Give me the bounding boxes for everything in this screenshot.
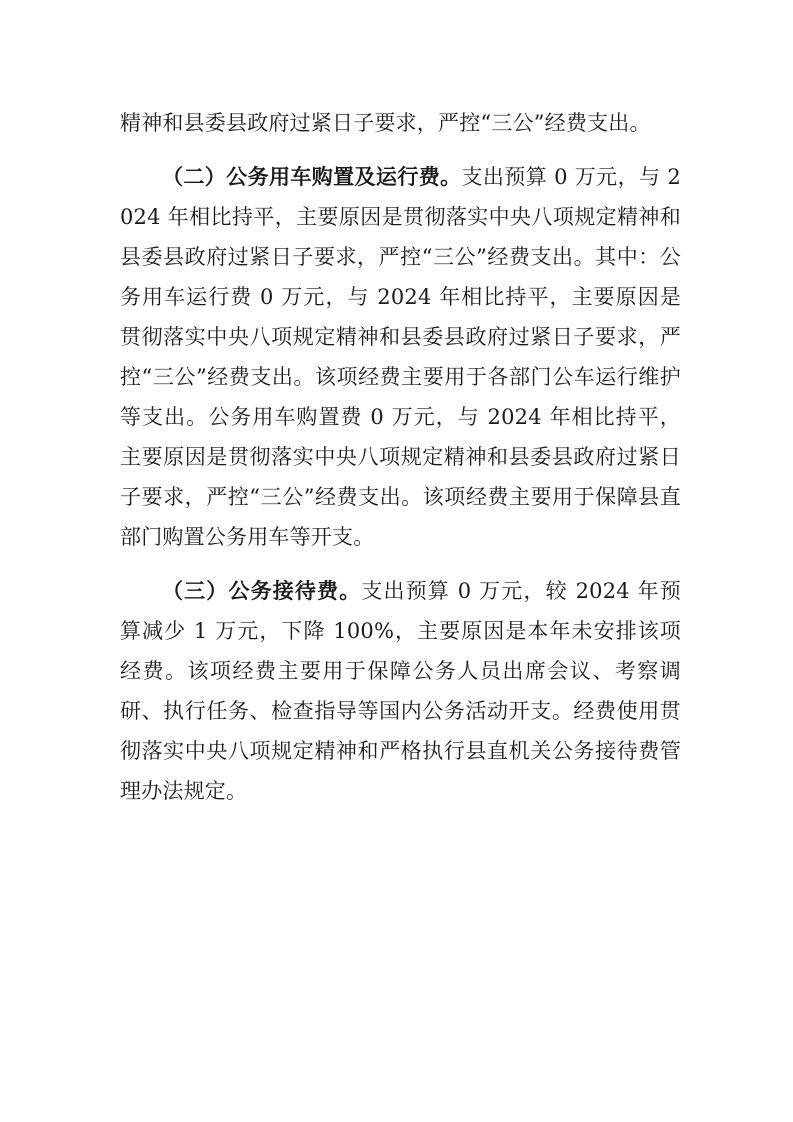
paragraph-reception-expenses	[120, 571, 681, 811]
paragraph-text: 支出预算 0 万元，较 2024 年预算减少 1 万元，下降 100%，主要原因是本年未安排该项经费。该项经费主要用于保障公务人员出席会议、考察调研、执行任务、检查指导等国内公务活动开支。经费使用贯彻落实中央八项规定精神和严格执行县直机关公务接待费管理办法规定。	[120, 579, 681, 803]
section-heading-reception: （三）公务接待费。	[162, 578, 362, 603]
paragraph-continuation	[120, 103, 681, 143]
paragraph-text: 支出预算 0 万元，与 2024 年相比持平，主要原因是贯彻落实中央八项规定精神和县委县政府过紧日子要求，严控“三公”经费支出。其中：公务用车运行费 0 万元，与 2024 年相比持平，主要原因是贯彻落实中央八项规定精神和县委县政府过紧日子要求，严控“三公”经费支出。该项经费主要用于各部门公车运行维护等支出。公务用车购置费 0 万元，与 2024 年相比持平，主要原因是贯彻落实中央八项规定精神和县委县政府过紧日子要求，严控“三公”经费支出。该项经费主要用于保障县直部门购置公务用车等开支。	[120, 165, 681, 549]
section-heading-vehicle: （二）公务用车购置及运行费。	[162, 164, 462, 189]
paragraph-vehicle-expenses	[120, 157, 681, 557]
paragraph-text: 精神和县委县政府过紧日子要求，严控“三公”经费支出。	[120, 111, 651, 135]
